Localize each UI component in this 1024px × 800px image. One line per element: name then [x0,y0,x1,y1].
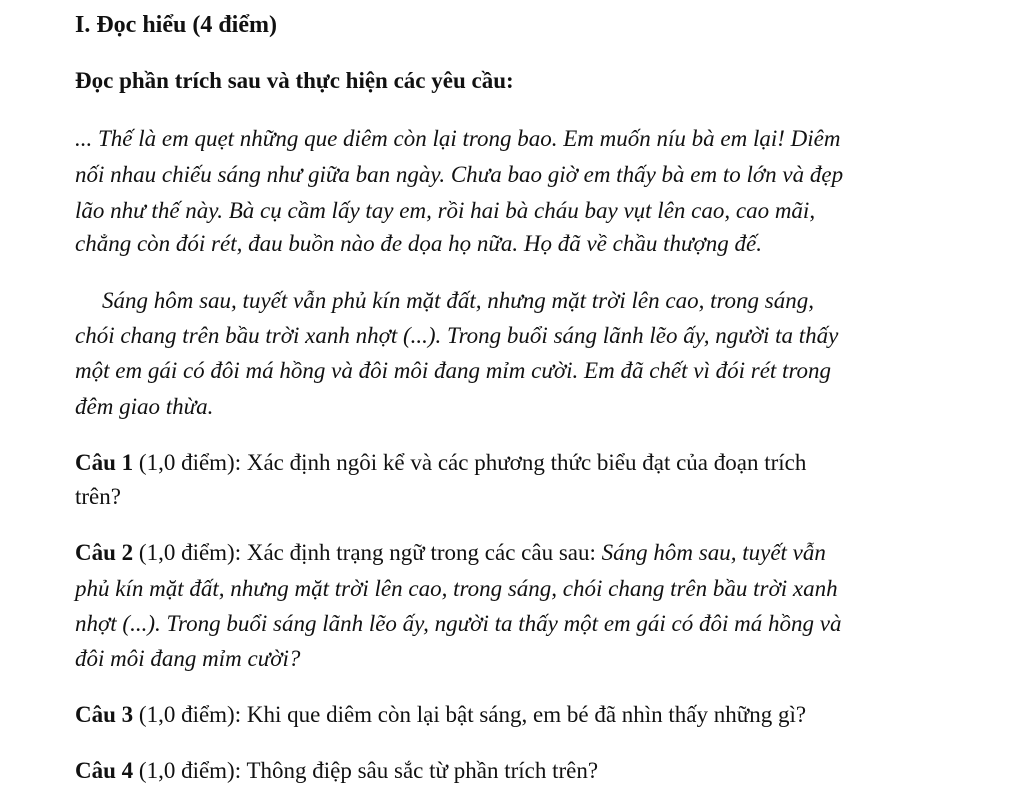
passage-line: lão như thế này. Bà cụ cầm lấy tay em, rồi hai bà cháu bay vụt lên cao, cao mãi, [75,198,816,223]
question-text: Khi que diêm còn lại bật sáng, em bé đã nhìn thấy những gì? [246,702,807,727]
passage-line: ... Thế là em quẹt những que diêm còn lại trong bao. Em muốn níu bà em lại! Diêm [75,126,841,151]
question-label: Câu 2 [75,540,134,565]
question-points: (1,0 điểm): [133,540,247,565]
question-line [75,756,598,786]
question-text: Xác định trạng ngữ trong các câu sau: [246,540,602,565]
question-quote: Sáng hôm sau, tuyết vẫn [601,540,826,565]
section-title: I. Đọc hiểu (4 điểm) [75,12,277,38]
question-line [75,538,826,568]
question-line [75,448,806,478]
passage-line: chẳng còn đói rét, đau buồn nào đe dọa họ nữa. Họ đã về chầu thượng đế. [75,231,763,256]
question-label: Câu 4 [75,758,134,783]
question-quote: phủ kín mặt đất, nhưng mặt trời lên cao, trong sáng, chói chang trên bầu trời xanh [75,576,838,601]
passage-line: một em gái có đôi má hồng và đôi môi đang mỉm cười. Em đã chết vì đói rét trong [75,358,832,383]
instruction-text: Đọc phần trích sau và thực hiện các yêu cầu: [75,68,514,93]
question-points: (1,0 điểm): [133,450,247,475]
question-label: Câu 1 [75,450,134,475]
question-text: Xác định ngôi kể và các phương thức biểu đạt của đoạn trích [246,450,807,475]
passage-line: chói chang trên bầu trời xanh nhợt (...). Trong buổi sáng lãnh lẽo ấy, người ta thấy [75,323,839,348]
question-label: Câu 3 [75,702,134,727]
question-points: (1,0 điểm): [133,702,247,727]
passage-line: nối nhau chiếu sáng như giữa ban ngày. Chưa bao giờ em thấy bà em to lớn và đẹp [75,162,844,187]
question-quote: đôi môi đang mỉm cười? [75,646,301,671]
passage-line: đêm giao thừa. [75,394,214,419]
question-points: (1,0 điểm): [133,758,247,783]
question-quote: nhợt (...). Trong buổi sáng lãnh lẽo ấy, người ta thấy một em gái có đôi má hồng và [75,611,842,636]
question-line [75,700,806,730]
passage-line: Sáng hôm sau, tuyết vẫn phủ kín mặt đất, nhưng mặt trời lên cao, trong sáng, [102,288,815,313]
question-text: trên? [75,484,121,509]
question-text: Thông điệp sâu sắc từ phần trích trên? [246,758,599,783]
